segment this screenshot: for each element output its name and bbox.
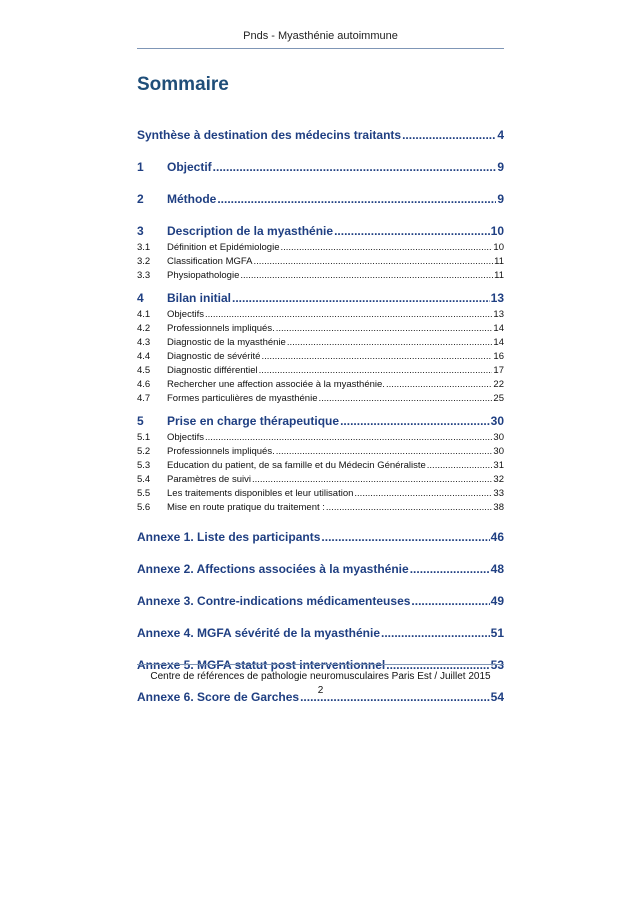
toc-subentry-label: Diagnostic de sévérité: [167, 351, 261, 362]
toc-entry-label: Annexe 2. Affections associées à la myasthénie: [137, 562, 409, 576]
dot-leader: [326, 501, 493, 515]
toc-entry-page: 30: [490, 414, 504, 428]
toc-subentry-4-2[interactable]: [137, 322, 504, 336]
toc-subentry-number: 4.6: [137, 379, 151, 390]
dot-leader: [340, 411, 490, 431]
toc-entry-label: Annexe 6. Score de Garches: [137, 690, 300, 704]
toc-subentry-label: Paramètres de suivi: [167, 474, 251, 485]
toc-entry-number: 4: [137, 291, 144, 305]
toc-subentry-label: Professionnels impliqués.: [167, 323, 275, 334]
toc-subentry-label: Physiopathologie: [167, 270, 240, 281]
toc-entry-label: Annexe 3. Contre-indications médicamenteuses: [137, 594, 411, 608]
toc-subentry-label: Objectifs: [167, 309, 204, 320]
toc-subentry-5-1[interactable]: [137, 431, 504, 445]
toc-subentry-3-3[interactable]: [137, 269, 504, 283]
toc-entry-label: Annexe 1. Liste des participants: [137, 530, 321, 544]
dot-leader: [259, 364, 493, 378]
toc-subentry-number: 5.5: [137, 488, 151, 499]
toc-entry-number: 3: [137, 224, 144, 238]
dot-leader: [205, 431, 492, 445]
toc-subentry-page: 14: [493, 323, 504, 334]
toc-subentry-page: 16: [493, 351, 504, 362]
toc-entry-annexe-3[interactable]: [137, 591, 504, 611]
dot-leader: [280, 241, 492, 255]
toc-subentry-page: 22: [493, 379, 504, 390]
toc-subentry-number: 3.1: [137, 242, 151, 253]
toc-subentry-number: 4.1: [137, 309, 151, 320]
dot-leader: [213, 157, 497, 177]
toc-subentry-4-7[interactable]: [137, 392, 504, 406]
toc-subentry-page: 25: [493, 393, 504, 404]
toc-subentry-page: 10: [493, 242, 504, 253]
dot-leader: [354, 487, 492, 501]
toc-entry-synthese[interactable]: [137, 125, 504, 145]
dot-leader: [411, 591, 489, 611]
dot-leader: [386, 378, 492, 392]
page-footer: [137, 670, 504, 698]
toc-subentry-number: 5.1: [137, 432, 151, 443]
toc-entry-page: 53: [490, 658, 504, 672]
toc-entry-section-3[interactable]: [137, 221, 504, 241]
toc-entry-page: 9: [497, 192, 504, 206]
toc-subentry-page: 11: [494, 256, 504, 267]
dot-leader: [217, 189, 496, 209]
dot-leader: [276, 322, 493, 336]
toc-subentry-5-2[interactable]: [137, 445, 504, 459]
toc-subentry-label: Les traitements disponibles et leur utilisation: [167, 488, 354, 499]
toc-subentry-label: Rechercher une affection associée à la myasthénie.: [167, 379, 385, 390]
toc-entry-page: 9: [497, 160, 504, 174]
toc-subentry-3-1[interactable]: [137, 241, 504, 255]
toc-subentry-4-5[interactable]: [137, 364, 504, 378]
toc-subentry-label: Classification MGFA: [167, 256, 253, 267]
dot-leader: [321, 527, 489, 547]
toc-entry-label: Annexe 4. MGFA sévérité de la myasthénie: [137, 626, 380, 640]
footer-divider: [137, 664, 504, 665]
toc-subentry-number: 3.3: [137, 270, 151, 281]
toc-entry-page: 4: [497, 128, 504, 142]
dot-leader: [410, 559, 490, 579]
dot-leader: [427, 459, 493, 473]
toc-entry-annexe-2[interactable]: [137, 559, 504, 579]
dot-leader: [287, 336, 493, 350]
toc-subentry-page: 33: [493, 488, 504, 499]
toc-subentry-5-6[interactable]: [137, 501, 504, 515]
running-header: Pnds - Myasthénie autoimmune: [243, 30, 398, 42]
toc-subentry-number: 4.4: [137, 351, 151, 362]
toc-entry-section-2[interactable]: [137, 189, 504, 209]
page-title: Sommaire: [137, 74, 229, 95]
toc-entry-annexe-1[interactable]: [137, 527, 504, 547]
toc-subentry-number: 4.2: [137, 323, 151, 334]
toc-entry-page: 46: [490, 530, 504, 544]
toc-subentry-4-6[interactable]: [137, 378, 504, 392]
toc-subentry-number: 5.3: [137, 460, 151, 471]
toc-subentry-label: Education du patient, de sa famille et du Médecin Généraliste: [167, 460, 426, 471]
toc-subentry-page: 11: [494, 270, 504, 281]
toc-subentry-label: Professionnels impliqués.: [167, 446, 275, 457]
toc-entry-label: Bilan initial: [167, 291, 232, 305]
toc-subentry-label: Formes particulières de myasthénie: [167, 393, 318, 404]
toc-entry-number: 2: [137, 192, 144, 206]
toc-subentry-number: 5.4: [137, 474, 151, 485]
toc-subentry-page: 17: [493, 365, 504, 376]
toc-entry-number: 5: [137, 414, 144, 428]
toc-subentry-4-4[interactable]: [137, 350, 504, 364]
dot-leader: [318, 392, 492, 406]
toc-entry-label: Synthèse à destination des médecins traitants: [137, 128, 402, 142]
toc-subentry-5-4[interactable]: [137, 473, 504, 487]
toc-subentry-number: 4.3: [137, 337, 151, 348]
footer-text: Centre de références de pathologie neuromusculaires Paris Est / Juillet 2015: [150, 671, 491, 682]
toc-entry-page: 51: [490, 626, 504, 640]
toc-subentry-page: 14: [493, 337, 504, 348]
toc-subentry-4-1[interactable]: [137, 308, 504, 322]
toc-subentry-number: 5.2: [137, 446, 151, 457]
toc-subentry-page: 38: [493, 502, 504, 513]
toc-subentry-number: 5.6: [137, 502, 151, 513]
toc-subentry-5-5[interactable]: [137, 487, 504, 501]
dot-leader: [381, 623, 490, 643]
dot-leader: [254, 255, 494, 269]
header-divider: [137, 48, 504, 49]
toc-subentry-number: 4.7: [137, 393, 151, 404]
toc-entry-page: 10: [490, 224, 504, 238]
toc-subentry-page: 32: [493, 474, 504, 485]
toc-entry-page: 48: [490, 562, 504, 576]
toc-subentry-label: Diagnostic différentiel: [167, 365, 258, 376]
toc-entry-section-5[interactable]: [137, 411, 504, 431]
table-of-contents: [137, 125, 504, 707]
toc-subentry-number: 3.2: [137, 256, 151, 267]
toc-subentry-label: Définition et Epidémiologie: [167, 242, 280, 253]
toc-subentry-5-3[interactable]: [137, 459, 504, 473]
dot-leader: [252, 473, 492, 487]
toc-entry-label: Annexe 5. MGFA statut post interventionnel: [137, 658, 386, 672]
toc-subentry-3-2[interactable]: [137, 255, 504, 269]
toc-subentry-number: 4.5: [137, 365, 151, 376]
dot-leader: [240, 269, 493, 283]
toc-subentry-label: Mise en route pratique du traitement :: [167, 502, 325, 513]
toc-entry-section-4[interactable]: [137, 288, 504, 308]
dot-leader: [402, 125, 496, 145]
toc-subentry-label: Objectifs: [167, 432, 204, 443]
toc-entry-label: Prise en charge thérapeutique: [167, 414, 340, 428]
dot-leader: [334, 221, 490, 241]
toc-subentry-page: 30: [493, 446, 504, 457]
toc-entry-section-1[interactable]: [137, 157, 504, 177]
toc-subentry-page: 31: [493, 460, 504, 471]
toc-entry-number: 1: [137, 160, 144, 174]
toc-entry-label: Description de la myasthénie: [167, 224, 334, 238]
dot-leader: [276, 445, 493, 459]
dot-leader: [232, 288, 490, 308]
toc-subentry-page: 13: [493, 309, 504, 320]
dot-leader: [261, 350, 492, 364]
toc-subentry-page: 30: [493, 432, 504, 443]
toc-entry-label: Objectif: [167, 160, 212, 174]
page-number: 2: [317, 685, 324, 696]
toc-subentry-label: Diagnostic de la myasthénie: [167, 337, 286, 348]
toc-entry-page: 54: [490, 690, 504, 704]
toc-entry-annexe-4[interactable]: [137, 623, 504, 643]
dot-leader: [205, 308, 492, 322]
toc-subentry-4-3[interactable]: [137, 336, 504, 350]
toc-entry-page: 13: [490, 291, 504, 305]
toc-entry-page: 49: [490, 594, 504, 608]
toc-entry-label: Méthode: [167, 192, 217, 206]
